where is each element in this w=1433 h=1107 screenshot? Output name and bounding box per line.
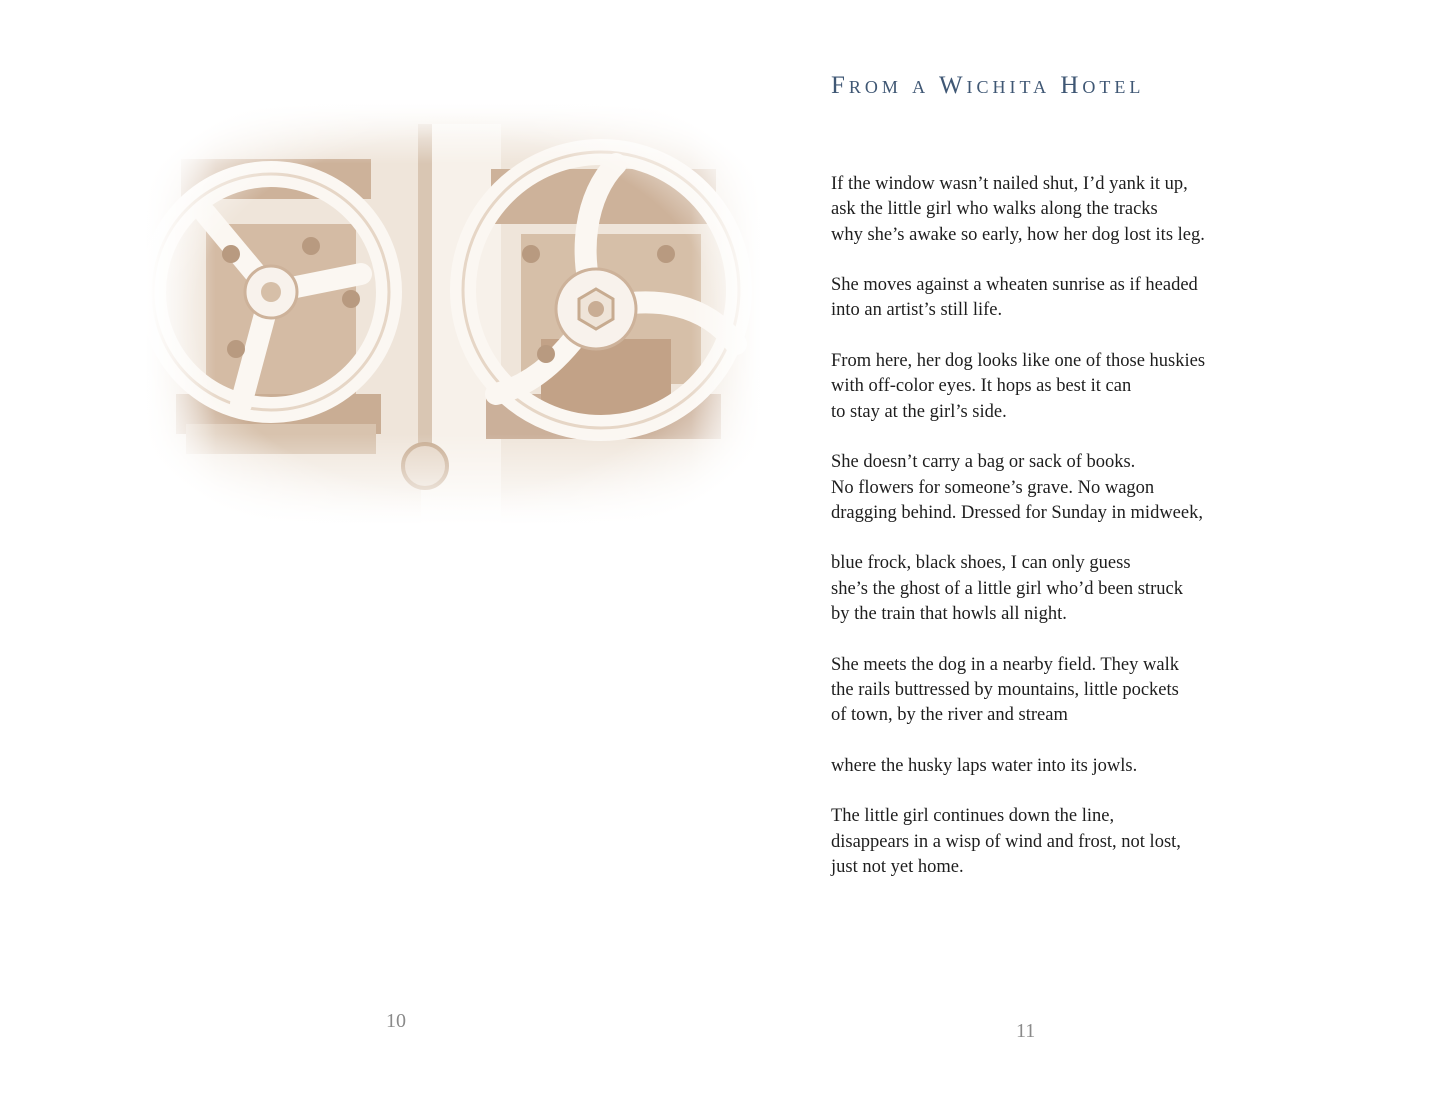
- poem-line: of town, by the river and stream: [831, 705, 1068, 726]
- stanza: [831, 273, 1391, 324]
- stanza: [831, 551, 1391, 627]
- poem-line: From here, her dog looks like one of those huskies: [831, 351, 1206, 372]
- right-page: [716, 0, 1433, 1107]
- poem-line: If the window wasn’t nailed shut, I’d yank it up,: [831, 174, 1188, 194]
- poem-line: blue frock, black shoes, I can only guess: [831, 553, 1131, 574]
- stanza: [831, 653, 1391, 729]
- poem-line: with off-color eyes. It hops as best it can: [831, 376, 1132, 397]
- left-page: [0, 0, 716, 1107]
- poem-line: to stay at the girl’s side.: [831, 401, 1007, 422]
- valve-wheels-photo: [146, 104, 761, 524]
- poem-line: dragging behind. Dressed for Sunday in midweek,: [831, 502, 1203, 523]
- stanza: [831, 349, 1391, 425]
- poem-line: just not yet home.: [831, 857, 964, 878]
- poem-body: [831, 172, 1391, 906]
- poem-line: disappears in a wisp of wind and frost, not lost,: [831, 831, 1181, 852]
- poem-line: She moves against a wheaten sunrise as if headed: [831, 275, 1198, 296]
- page-number-left: 10: [386, 1010, 406, 1032]
- stanza: [831, 172, 1391, 248]
- stanza: [831, 450, 1391, 526]
- poem-line: ask the little girl who walks along the tracks: [831, 199, 1158, 220]
- poem-line: She doesn’t carry a bag or sack of books.: [831, 452, 1136, 473]
- stanza: [831, 754, 1391, 779]
- page-number-right: 11: [1016, 1020, 1036, 1042]
- poem-line: No flowers for someone’s grave. No wagon: [831, 477, 1155, 498]
- poem-line: by the train that howls all night.: [831, 604, 1067, 625]
- poem-title: From a Wichita Hotel: [831, 72, 1145, 99]
- poem-line: into an artist’s still life.: [831, 300, 1003, 321]
- poem-line: She meets the dog in a nearby field. They walk: [831, 654, 1179, 675]
- poem-line: she’s the ghost of a little girl who’d been struck: [831, 578, 1183, 599]
- poem-line: the rails buttressed by mountains, little pockets: [831, 679, 1179, 700]
- poem-line: The little girl continues down the line,: [831, 806, 1115, 827]
- poem-line: where the husky laps water into its jowls.: [831, 755, 1138, 776]
- stanza: [831, 804, 1391, 880]
- poem-line: why she’s awake so early, how her dog lost its leg.: [831, 224, 1205, 245]
